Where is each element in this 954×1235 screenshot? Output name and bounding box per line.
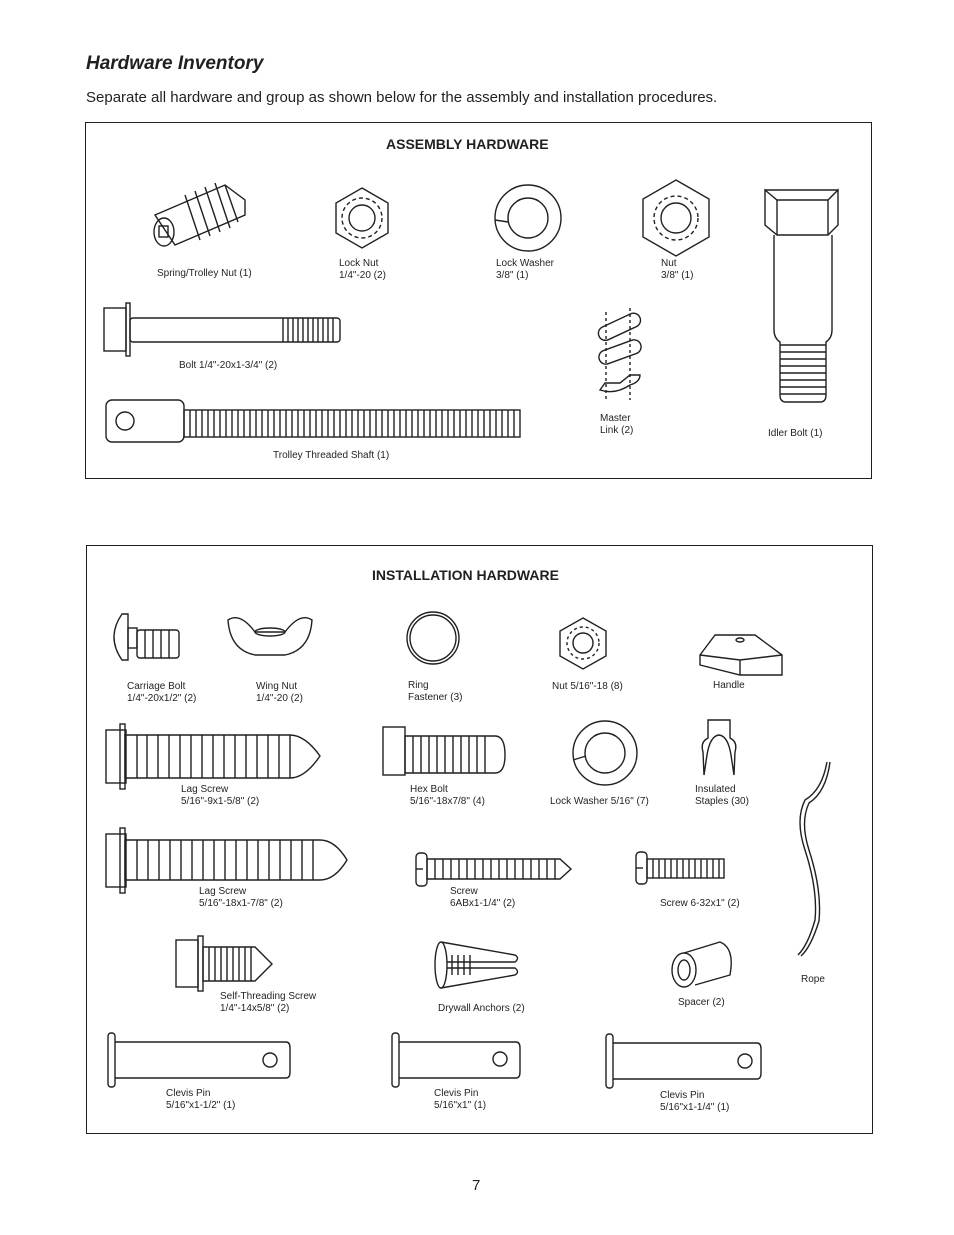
nut-5-16-icon	[560, 618, 606, 669]
label-line: Lock Washer	[496, 258, 554, 269]
spring-trolley-nut-icon	[154, 183, 245, 246]
part-label-self-threading-screw	[220, 991, 316, 1015]
label-line: 5/16"x1-1/4" (1)	[660, 1102, 730, 1113]
part-label-hex-bolt	[410, 784, 485, 808]
bolt-icon	[104, 303, 340, 356]
label-line: Hex Bolt	[410, 784, 448, 795]
part-label-lock-washer-5-16	[550, 796, 649, 808]
part-label-spacer	[678, 997, 725, 1009]
label-line: Ring	[408, 680, 429, 691]
part-label-lag-screw-2	[199, 886, 283, 910]
label-line: 5/16"-18x1-7/8" (2)	[199, 898, 283, 909]
label-line: Nut	[661, 258, 677, 269]
ring-fastener-icon	[407, 612, 459, 664]
label-line: Handle	[713, 680, 745, 691]
part-label-ring-fastener	[408, 680, 462, 704]
part-label-drywall-anchors	[438, 1003, 525, 1015]
part-label-trolley-threaded-shaft	[273, 450, 389, 462]
lag-screw-1-icon	[106, 724, 320, 789]
lock-nut-icon	[336, 188, 388, 248]
label-line: 5/16"-9x1-5/8" (2)	[181, 796, 260, 807]
page-number: 7	[472, 1177, 481, 1194]
label-line: Clevis Pin	[434, 1088, 479, 1099]
label-line: 1/4"-20x1/2" (2)	[127, 693, 197, 704]
part-label-wing-nut	[256, 681, 303, 705]
part-label-nut	[661, 258, 693, 282]
label-line: Lock Nut	[339, 258, 379, 269]
label-line: 3/8" (1)	[496, 270, 529, 281]
label-line: Lag Screw	[199, 886, 247, 897]
label-line: Screw 6-32x1" (2)	[660, 898, 740, 909]
part-label-screw-6ab	[450, 886, 515, 910]
label-line: Lag Screw	[181, 784, 229, 795]
label-line: 5/16"-18x7/8" (4)	[410, 796, 485, 807]
page-title: Hardware Inventory	[86, 53, 264, 74]
lock-washer-5-16-icon	[573, 721, 637, 785]
rope-icon	[798, 762, 830, 956]
label-line: Self-Threading Screw	[220, 991, 317, 1002]
spacer-icon	[672, 942, 731, 987]
nut-icon	[643, 180, 709, 256]
label-line: 6ABx1-1/4" (2)	[450, 898, 516, 909]
master-link-icon	[596, 308, 643, 400]
intro-text: Separate all hardware and group as shown below for the assembly and installation procedures.	[86, 89, 718, 106]
label-line: Master	[600, 413, 631, 424]
drywall-anchors-icon	[435, 942, 518, 988]
part-label-screw-6-32	[660, 898, 740, 910]
label-line: Clevis Pin	[660, 1090, 705, 1101]
label-line: Rope	[801, 974, 825, 985]
clevis-pin-3-icon	[606, 1034, 761, 1088]
insulated-staples-icon	[702, 720, 736, 775]
self-threading-screw-icon	[176, 936, 272, 991]
label-line: 1/4"-14x5/8" (2)	[220, 1003, 290, 1014]
part-label-clevis-pin-3	[660, 1090, 729, 1114]
label-line: Wing Nut	[256, 681, 298, 692]
part-label-lag-screw-1	[181, 784, 259, 808]
label-line: Spring/Trolley Nut (1)	[157, 268, 252, 279]
part-label-master-link	[600, 413, 633, 437]
label-line: Lock Washer 5/16" (7)	[550, 796, 649, 807]
lock-washer-icon	[495, 185, 561, 251]
label-line: Trolley Threaded Shaft (1)	[273, 450, 390, 461]
label-line: Clevis Pin	[166, 1088, 211, 1099]
label-line: Nut 5/16"-18 (8)	[552, 681, 623, 692]
clevis-pin-1-icon	[108, 1033, 290, 1087]
wing-nut-icon	[228, 618, 312, 655]
part-label-rope	[801, 974, 825, 986]
part-label-lock-washer	[496, 258, 554, 282]
label-line: Bolt 1/4"-20x1-3/4" (2)	[179, 360, 278, 371]
label-line: Link (2)	[600, 425, 634, 436]
label-line: 3/8" (1)	[661, 270, 694, 281]
part-label-clevis-pin-1	[166, 1088, 235, 1112]
part-label-idler-bolt	[768, 428, 822, 440]
label-line: 1/4"-20 (2)	[256, 693, 303, 704]
part-label-clevis-pin-2	[434, 1088, 486, 1112]
label-line: Insulated	[695, 784, 736, 795]
label-line: Idler Bolt (1)	[768, 428, 823, 439]
handle-icon	[700, 635, 782, 675]
screw-6-32-icon	[636, 852, 724, 884]
clevis-pin-2-icon	[392, 1033, 520, 1087]
idler-bolt-icon	[765, 190, 838, 402]
part-label-bolt	[179, 360, 277, 372]
label-line: Spacer (2)	[678, 997, 725, 1008]
lag-screw-2-icon	[106, 828, 347, 893]
label-line: Fastener (3)	[408, 692, 463, 703]
carriage-bolt-icon	[114, 614, 179, 660]
label-line: Drywall Anchors (2)	[438, 1003, 525, 1014]
part-label-lock-nut	[339, 258, 386, 282]
label-line: 1/4"-20 (2)	[339, 270, 386, 281]
part-label-carriage-bolt	[127, 681, 196, 705]
label-line: Staples (30)	[695, 796, 749, 807]
screw-6ab-icon	[416, 853, 571, 886]
part-label-spring-trolley-nut	[157, 268, 252, 280]
label-line: Carriage Bolt	[127, 681, 186, 692]
part-label-insulated-staples	[695, 784, 749, 808]
assembly-hardware-heading: ASSEMBLY HARDWARE	[386, 136, 549, 152]
hex-bolt-icon	[383, 727, 505, 775]
label-line: 5/16"x1-1/2" (1)	[166, 1100, 236, 1111]
trolley-threaded-shaft-icon	[106, 400, 520, 442]
part-label-handle	[713, 680, 745, 692]
label-line: 5/16"x1" (1)	[434, 1100, 487, 1111]
installation-hardware-heading: INSTALLATION HARDWARE	[372, 567, 559, 583]
part-label-nut-5-16	[552, 681, 623, 693]
label-line: Screw	[450, 886, 478, 897]
